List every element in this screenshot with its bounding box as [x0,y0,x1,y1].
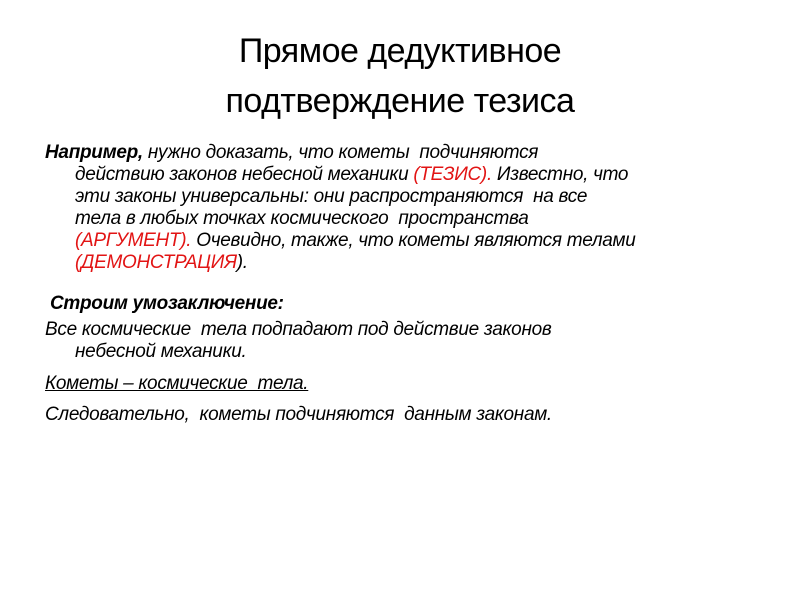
text-run: Очевидно, также, что кометы являются телами [191,230,636,251]
slide-title [0,0,800,126]
text-run: небесной механики. [75,341,247,362]
text-line [45,186,760,208]
inference-heading [45,293,760,315]
slide-title-line2: подтверждение тезиса [225,82,575,120]
example-paragraph [45,142,760,274]
text-run: Строим умозаключение: [45,293,284,314]
text-run: нужно доказать, что кометы подчиняются [142,142,539,163]
conclusion [45,404,760,426]
logic-term: (ДЕМОНСТРАЦИЯ [75,252,237,273]
logic-term: (АРГУМЕНТ). [75,230,192,251]
slide-body [45,142,760,426]
text-run: тела в любых точках космического пространства [75,208,529,229]
text-line [45,341,760,363]
text-line [45,164,760,186]
text-run: эти законы универсальны: они распространяются на все [75,186,588,207]
text-line [45,252,760,274]
text-line [45,293,760,315]
text-run: Следовательно, кометы подчиняются данным законам. [45,404,552,425]
text-line [45,373,760,395]
text-run: действию законов небесной механики [75,164,414,185]
text-run: Известно, что [491,164,629,185]
premise-minor [45,373,760,395]
text-run: Все космические тела подпадают под действие законов [45,319,552,340]
text-line [45,142,760,164]
text-run: Кометы – космические тела. [45,373,309,394]
text-line [45,208,760,230]
text-run: Например, [45,142,143,163]
text-line [45,230,760,252]
logic-term: (ТЕЗИС). [413,164,492,185]
text-line [45,404,760,426]
text-run: ). [236,252,248,273]
slide-title-line1: Прямое дедуктивное [238,32,562,70]
text-line [45,319,760,341]
premise-major [45,319,760,363]
